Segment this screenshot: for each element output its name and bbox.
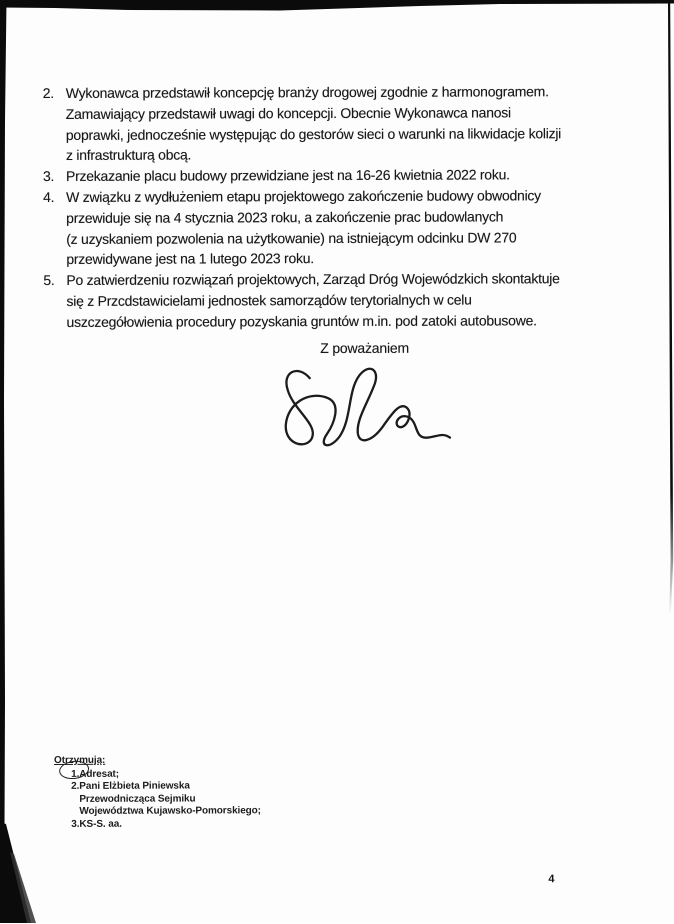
list-item — [43, 268, 603, 332]
closing-phrase: Z poważaniem — [320, 339, 409, 357]
distribution-line: Adresat; — [79, 768, 120, 780]
distribution-item-number: 3. — [71, 818, 80, 830]
distribution-line: Przewodnicząca Sejmiku — [79, 792, 196, 805]
distribution-item — [54, 767, 354, 781]
distribution-item-number: 1. — [71, 768, 80, 780]
letter-line: Po zatwierdzeniu rozwiązań projektowych, Zarząd Dróg Wojewódzkich skontaktuje — [66, 270, 560, 289]
list-item — [43, 164, 603, 187]
letter-line: poprawki, jednocześnie występując do gestorów sieci o warunki na likwidacje kolizji — [65, 124, 562, 143]
numbered-list — [43, 81, 604, 333]
distribution-line: Województwa Kujawsko-Pomorskiego; — [79, 805, 261, 817]
letter-line: Zamawiający przedstawił uwagi do koncepcji. Obecnie Wykonawca nanosi — [65, 104, 511, 122]
letter-line: się z Przcdstawicielami jednostek samorządów terytorialnych w celu — [66, 291, 472, 309]
list-item-number: 3. — [42, 168, 55, 185]
distribution-line: Pani Elżbieta Piniewska — [79, 780, 190, 792]
list-item-number: 5. — [43, 272, 55, 289]
letter-line: W związku z wydłużeniem etapu projektowego zakończenie budowy obwodnicy — [66, 187, 541, 205]
list-item-number: 4. — [43, 188, 55, 206]
letter-line: (z uzyskaniem pozwolenia na użytkowanie) na istniejącym odcinku DW 270 — [66, 228, 517, 247]
letter-line: z infrastrukturą obcą. — [65, 146, 192, 164]
distribution-block — [54, 754, 354, 831]
letter-line: Wykonawca przedstawił koncepcję branży drogowej zgodnie z harmonogramem. — [65, 83, 549, 101]
signature-scribble — [286, 368, 450, 445]
list-item-number: 2. — [42, 84, 54, 102]
letter-line: uszczegółowienia procedury pozyskania gruntów m.in. pod zatoki autobusowe. — [66, 312, 537, 330]
page-number: 4 — [548, 873, 555, 886]
list-item — [43, 81, 603, 166]
list-item — [43, 185, 603, 270]
distribution-item — [54, 817, 354, 831]
distribution-item-number: 2. — [71, 780, 80, 792]
handwritten-signature — [258, 352, 468, 461]
letter-line: przewidywane jest na 1 lutego 2023 roku. — [66, 250, 314, 268]
distribution-heading: Otrzymują: — [54, 754, 106, 766]
letter-line: Przekazanie placu budowy przewidziane jest na 16-26 kwietnia 2022 roku. — [65, 166, 510, 185]
distribution-item — [54, 780, 354, 819]
letter-line: przewiduje się na 4 stycznia 2023 roku, a zakończenie prac budowlanych — [66, 208, 504, 226]
distribution-line: KS-S. aa. — [79, 818, 122, 830]
